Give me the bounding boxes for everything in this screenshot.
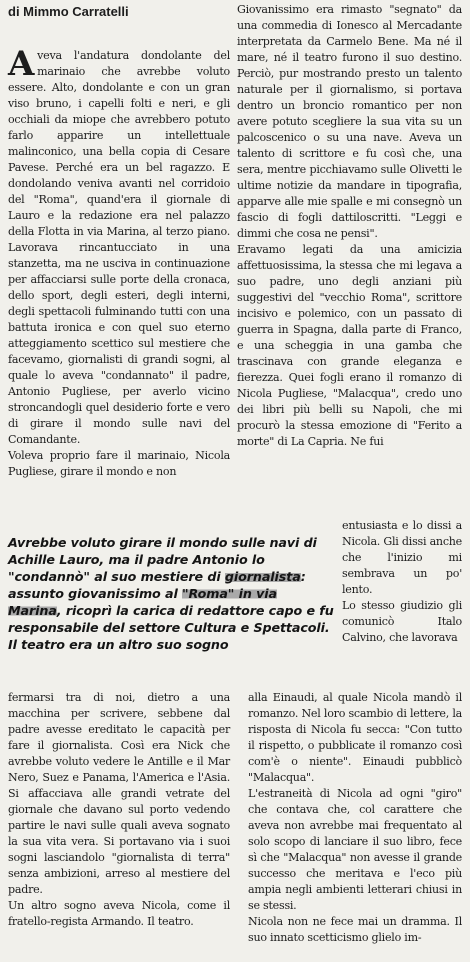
paragraph: Un altro sogno aveva Nicola, come il fratello-regista Armando. Il teatro. (8, 899, 230, 928)
pull-quote (8, 534, 334, 653)
paragraph: Voleva proprio fare il marinaio, Nicola Pugliese, girare il mondo e non (8, 449, 230, 478)
drop-cap: A (8, 44, 35, 84)
article-column-right-middle (342, 518, 462, 646)
paragraph: alla Einaudi, al quale Nicola mandò il romanzo. Nel loro scambio di lettere, la risposta di Nicola fu secca: "Con tutto il rispetto, o pubblicate il romanzo così com'è o niente". Einaudi pubblicò "Malacqua". (248, 691, 462, 784)
paragraph-text: veva l'andatura dondolante del marinaio che avrebbe voluto essere. Alto, dondolante e con un gran viso bruno, i capelli folti e neri, e gli occhiali da miope che avrebbero potuto farlo apparire un intellettuale malinconico, una bella copia di Cesare Pavese. Perché era un bel ragazzo. E dondolando veniva avanti nel corridoio del "Roma", quand'era il giornale di Lauro e la redazione era nel palazzo della Flotta in via Marina, al terzo piano. Lavorava rincantucciato in una stanzetta, ma ne usciva in continuazione per affacciarsi sulle porte della cronaca, dello sport, degli esteri, degli interni, degli spettacoli fulminando tutti con una battuta ironica e con quel suo eterno atteggiamento scettico sul mestiere che facevamo, giornalisti di grandi sogni, al quale lo aveva "condannato" il padre, Antonio Pugliese, per averlo vicino stroncandogli quel desiderio forte e vero di girare il mondo sulle navi del Comandante. (8, 49, 230, 446)
paragraph: entusiasta e lo dissi a Nicola. Gli dissi anche che l'inizio mi sembrava un po' lento. (342, 519, 462, 596)
article-column-left-top (8, 44, 230, 480)
article-column-right-bottom (248, 690, 462, 946)
pull-quote-text: : assunto giovanissimo al (8, 569, 306, 601)
pull-quote-text: , ricoprì la carica di redattore capo e fu responsabile del settore Cultura e Spettacoli. Il teatro era un altro suo sogno (8, 603, 334, 652)
paragraph: L'estraneità di Nicola ad ogni "giro" che contava che, col carattere che aveva non avrebbe mai frequentato al solo scopo di lanciare il suo libro, fece sì che "Malacqua" non avesse il grande successo che meritava e l'eco più ampia negli ambienti letterari chiusi in se stessi. (248, 787, 462, 912)
paragraph: fermarsi tra di noi, dietro a una macchina per scrivere, sebbene dal padre avesse ereditato le capacità per fare il giornalista. Così era Nick che avrebbe voluto vedere le Antille e il Mar Nero, Suez e Panama, l'America e l'Asia. Si affacciava alle grandi vetrate del giornale che davano sul porto vedendo partire le navi sulle quali aveva sognato la sua vita vera. Si portavano via i suoi sogni lasciandolo "giornalista di terra" senza ambizioni, arreso al mestiere del padre. (8, 691, 230, 896)
pull-quote-text: Avrebbe voluto girare il mondo sulle navi di Achille Lauro, ma il padre Antonio lo "condannò" al suo mestiere di (8, 535, 317, 584)
byline: di Mimmo Carratelli (8, 4, 129, 19)
paragraph: Nicola non ne fece mai un dramma. Il suo innato scetticismo glielo im- (248, 915, 462, 944)
article-column-left-bottom (8, 690, 230, 930)
paragraph: Eravamo legati da una amicizia affettuosissima, la stessa che mi legava a suo padre, uno degli anziani più suggestivi del "vecchio Roma", scrittore incisivo e polemico, con un passato di guerra in Spagna, dalla parte di Franco, e una scheggia in una gamba che trascinava con grande eleganza e fierezza. Quei fogli erano il romanzo di Nicola Pugliese, "Malacqua", credo uno dei libri più belli su Napoli, che mi procurò la stessa emozione di "Ferito a morte" di La Capria. Ne fui (237, 243, 462, 448)
paragraph: Lo stesso giudizio gli comunicò Italo Calvino, che lavorava (342, 599, 462, 644)
paragraph (8, 44, 230, 448)
pull-quote-highlight: "Roma" in via Marina (8, 586, 277, 618)
article-column-right-top (237, 2, 462, 450)
paragraph: Giovanissimo era rimasto "segnato" da una commedia di Ionesco al Mercadante interpretata da Carmelo Bene. Ma né il mare, né il teatro furono il suo destino. Perciò, pur mostrando presto un talento naturale per il giornalismo, si portava dentro un broncio romantico per non avere potuto scegliere la sua vita su un palcoscenico o su una nave. Aveva un talento di scrittore e fu così che, una sera, mentre picchiavamo sulle Olivetti le ultime notizie da mandare in tipografia, apparve alle mie spalle e mi consegnò un fascio di fogli dattiloscritti. "Leggi e dimmi che cosa ne pensi". (237, 3, 462, 240)
pull-quote-highlight: giornalista (224, 569, 301, 584)
